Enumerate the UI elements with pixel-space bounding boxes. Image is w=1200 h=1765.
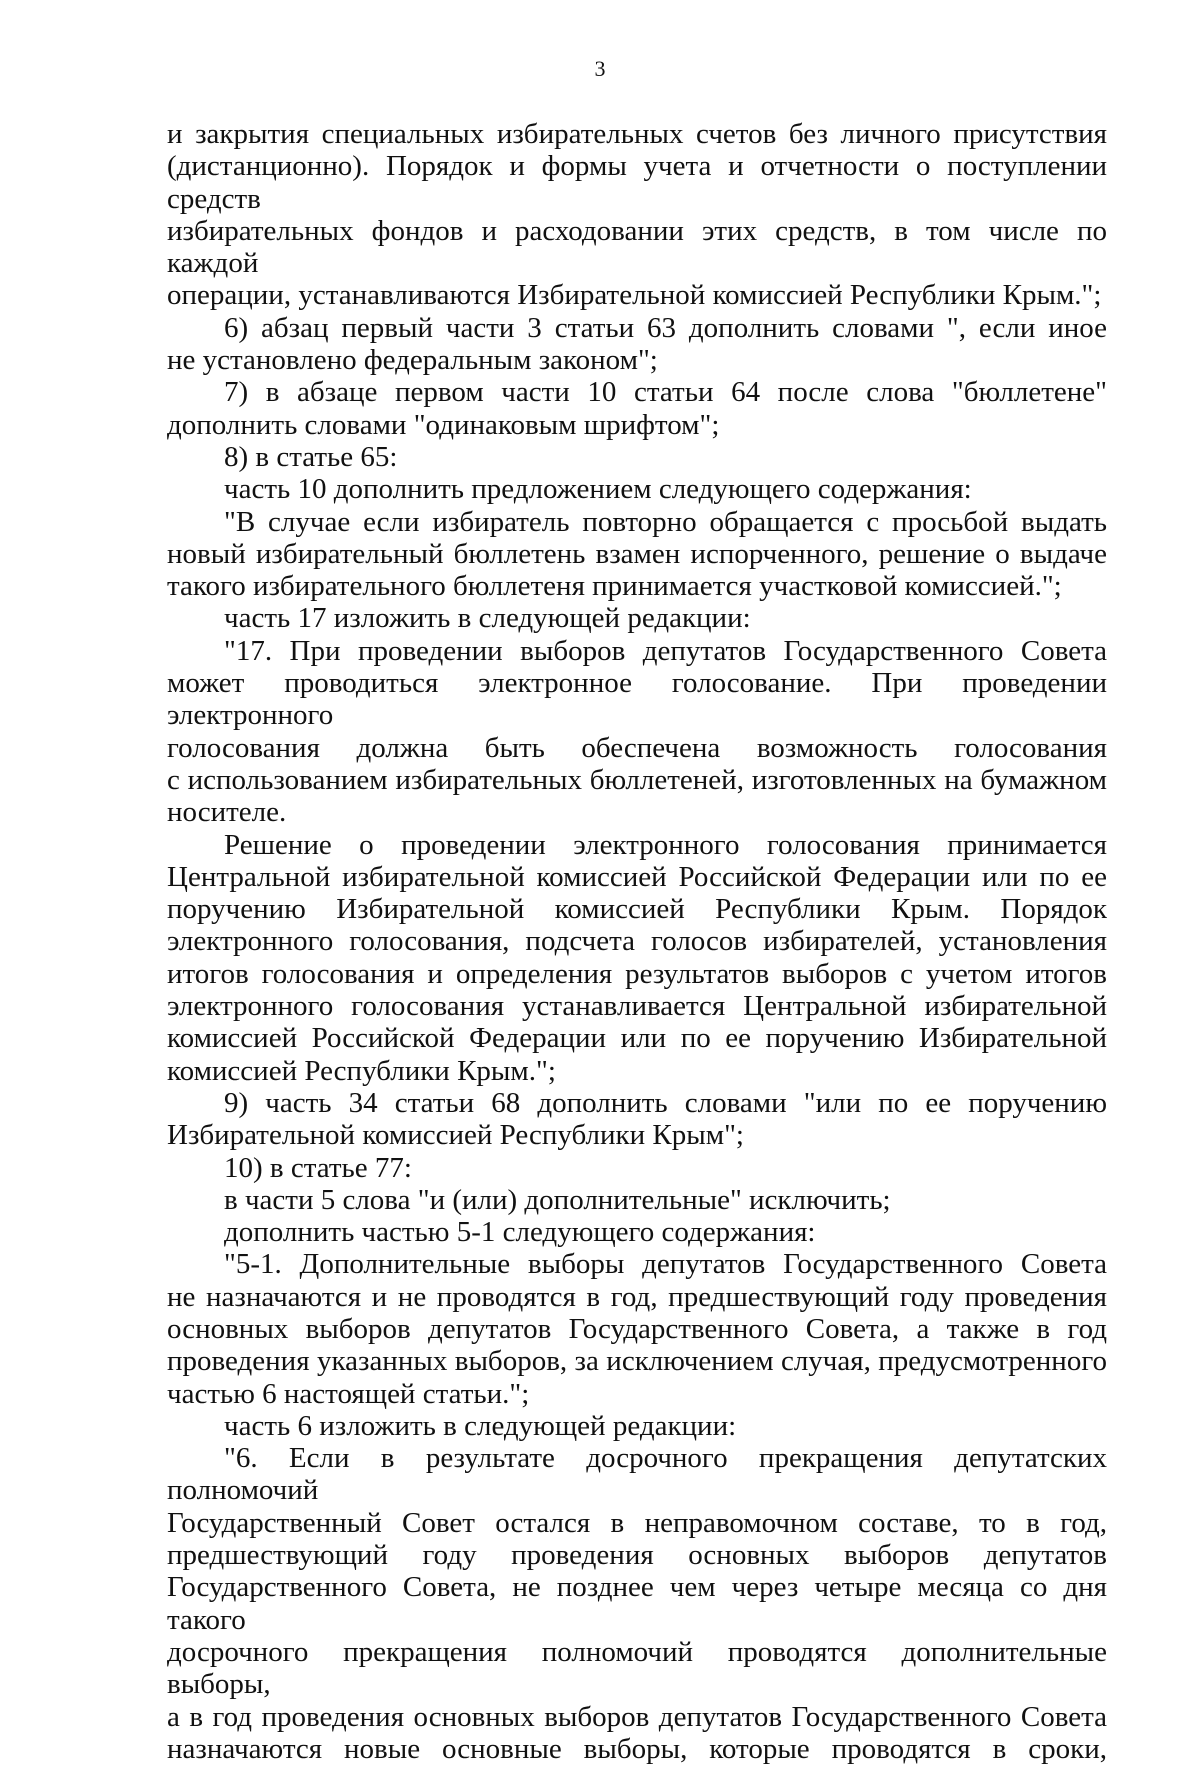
text-line: комиссией Республики Крым."; <box>167 1054 556 1087</box>
text-line: 10) в статье 77: <box>224 1151 412 1184</box>
text-line: часть 17 изложить в следующей редакции: <box>224 602 751 635</box>
text-line: новый избирательный бюллетень взамен испорченного, решение о выдаче <box>167 537 1107 570</box>
text-line: "17. При проведении выборов депутатов Государственного Совета <box>224 634 1107 667</box>
text-line: "В случае если избиратель повторно обращается с просьбой выдать <box>224 505 1107 538</box>
text-line: Государственный Совет остался в неправомочном составе, то в год, <box>167 1506 1107 1539</box>
text-line: часть 6 изложить в следующей редакции: <box>224 1409 737 1442</box>
text-line: голосования должна быть обеспечена возможность голосования <box>167 731 1107 764</box>
text-line: частью 6 настоящей статьи."; <box>167 1377 530 1410</box>
text-line: предшествующий году проведения основных выборов депутатов <box>167 1539 1107 1572</box>
text-line: с использованием избирательных бюллетеней, изготовленных на бумажном <box>167 763 1107 796</box>
text-line: электронного голосования устанавливается Центральной избирательной <box>167 990 1107 1023</box>
text-line: поручению Избирательной комиссией Республики Крым. Порядок <box>167 893 1107 926</box>
text-line: не установлено федеральным законом"; <box>167 344 658 377</box>
text-line: электронного голосования, подсчета голосов избирателей, установления <box>167 925 1107 958</box>
page-number: 3 <box>594 56 606 81</box>
text-line: проведения указанных выборов, за исключением случая, предусмотренного <box>167 1345 1107 1378</box>
text-line: "6. Если в результате досрочного прекращения депутатских полномочий <box>167 1442 1107 1507</box>
text-line: а в год проведения основных выборов депутатов Государственного Совета <box>167 1700 1107 1733</box>
text-line: итогов голосования и определения результатов выборов с учетом итогов <box>167 957 1107 990</box>
text-line: носителе. <box>167 796 287 829</box>
text-line: Центральной избирательной комиссией Российской Федерации или по ее <box>167 860 1107 893</box>
text-line: может проводиться электронное голосование. При проведении электронного <box>167 667 1107 732</box>
text-line: Решение о проведении электронного голосования принимается <box>224 828 1107 861</box>
text-line: 8) в статье 65: <box>224 440 398 473</box>
text-line: Избирательной комиссией Республики Крым"; <box>167 1119 744 1152</box>
text-line: и закрытия специальных избирательных счетов без личного присутствия <box>167 118 1107 150</box>
text-line: 7) в абзаце первом части 10 статьи 64 после слова "бюллетене" <box>224 376 1107 409</box>
text-line: дополнить словами "одинаковым шрифтом"; <box>167 408 720 441</box>
text-line: не назначаются и не проводятся в год, предшествующий году проведения <box>167 1280 1107 1313</box>
text-line: досрочного прекращения полномочий проводятся дополнительные выборы, <box>167 1635 1107 1701</box>
text-line: дополнить частью 5-1 следующего содержания: <box>224 1216 816 1249</box>
text-line: Государственного Совета, не позднее чем через четыре месяца со дня такого <box>167 1571 1107 1636</box>
text-line: избирательных фондов и расходовании этих средств, в том числе по каждой <box>167 214 1107 280</box>
text-line: часть 10 дополнить предложением следующего содержания: <box>224 473 972 506</box>
text-line: такого избирательного бюллетеня принимается участковой комиссией."; <box>167 570 1062 603</box>
text-line: комиссией Российской Федерации или по ее поручению Избирательной <box>167 1022 1107 1055</box>
text-line: "5-1. Дополнительные выборы депутатов Государственного Совета <box>224 1248 1107 1281</box>
text-line: (дистанционно). Порядок и формы учета и отчетности о поступлении средств <box>167 150 1107 215</box>
text-line: 6) абзац первый части 3 статьи 63 дополнить словами ", если иное <box>224 311 1107 344</box>
text-line: 9) часть 34 статьи 68 дополнить словами "или по ее поручению <box>224 1086 1107 1119</box>
document-body <box>167 118 1107 1765</box>
text-line: в части 5 слова "и (или) дополнительные" исключить; <box>224 1183 891 1216</box>
text-line: основных выборов депутатов Государственного Совета, а также в год <box>167 1312 1107 1345</box>
text-line: назначаются новые основные выборы, которые проводятся в сроки, <box>167 1732 1107 1765</box>
text-line: операции, устанавливаются Избирательной комиссией Республики Крым."; <box>167 279 1102 312</box>
